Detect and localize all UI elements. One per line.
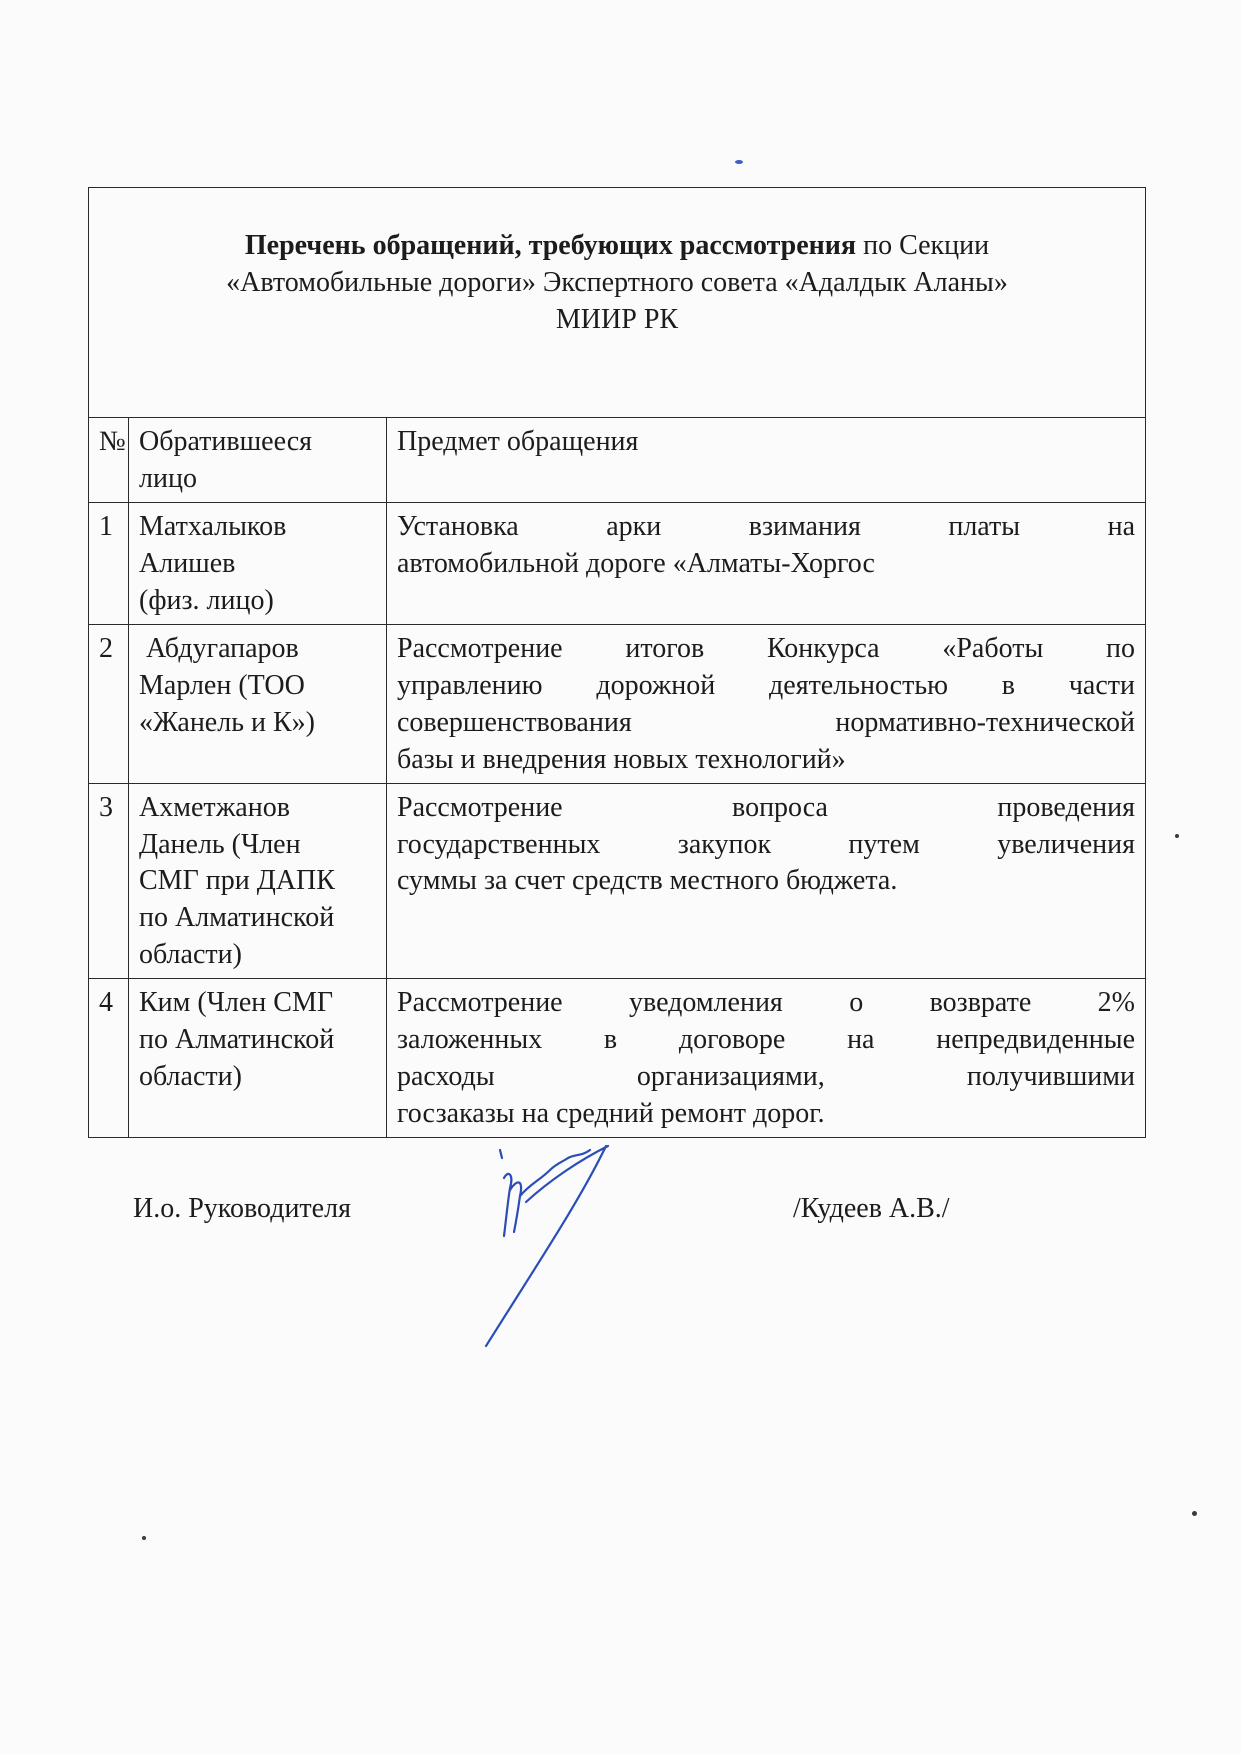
subject-line: заложенных в договоре на непредвиденные [397, 1024, 1135, 1056]
applicant-line: Ким (Член СМГ [139, 987, 334, 1019]
applicant-line: по Алматинской [139, 1024, 335, 1056]
subject-line: управлению дорожной деятельностью в части [397, 669, 1135, 701]
subject-line: расходы организациями, получившими [397, 1061, 1135, 1093]
applicant-line: Матхалыков [139, 510, 287, 542]
header-num: № [89, 418, 129, 503]
handwritten-signature [480, 1140, 700, 1360]
subject-line: госзаказы на средний ремонт дорог. [397, 1098, 825, 1130]
subject-line: базы и внедрения новых технологий» [397, 743, 846, 775]
ink-speck [735, 160, 743, 164]
signatory-name: /Кудеев А.В./ [793, 1193, 950, 1224]
table-body [89, 502, 1146, 1137]
applicant-line: Марлен (ТОО [139, 669, 305, 701]
signatory-position: И.о. Руководителя [133, 1193, 351, 1224]
header-subject: Предмет обращения [387, 418, 1146, 503]
appeals-table [88, 187, 1146, 1138]
title-row [89, 188, 1146, 418]
table-header-row [89, 418, 1146, 503]
row-number: 4 [89, 979, 129, 1138]
table-row [89, 979, 1146, 1138]
subject-line: суммы за счет средств местного бюджета. [397, 865, 898, 897]
subject-line: Рассмотрение вопроса проведения [397, 791, 1135, 823]
subject-cell [387, 783, 1146, 979]
table-row [89, 624, 1146, 783]
row-number: 2 [89, 624, 129, 783]
applicant-line: Алишев [139, 547, 236, 579]
scan-dust [1175, 834, 1179, 838]
subject-line: автомобильной дороге «Алматы-Хоргос [397, 547, 875, 579]
title-line-2: «Автомобильные дороги» Экспертного совета «Адалдык Аланы» [226, 266, 1008, 298]
applicant-cell [129, 783, 387, 979]
title-bold: Перечень обращений, требующих рассмотрения [244, 230, 857, 261]
subject-line: Установка арки взимания платы на [397, 510, 1135, 542]
applicant-cell [129, 502, 387, 624]
subject-cell [387, 502, 1146, 624]
scan-dust [1192, 1511, 1197, 1516]
subject-cell [387, 979, 1146, 1138]
applicant-line: Ахметжанов [139, 791, 290, 823]
applicant-line: области) [139, 1061, 242, 1093]
subject-line: государственных закупок путем увеличения [397, 828, 1135, 860]
applicant-line: «Жанель и К») [139, 706, 315, 738]
table-row [89, 783, 1146, 979]
applicant-line: СМГ при ДАПК [139, 865, 335, 897]
header-person-line-1: Обратившееся [139, 426, 313, 457]
title-rest: по Секции [856, 230, 990, 261]
scan-dust [142, 1536, 146, 1540]
subject-line: совершенствования нормативно-технической [397, 706, 1135, 738]
applicant-cell [129, 979, 387, 1138]
applicant-line: по Алматинской [139, 902, 335, 934]
applicant-line: (физ. лицо) [139, 584, 274, 616]
title-line-3: МИИР РК [555, 303, 679, 335]
row-number: 3 [89, 783, 129, 979]
header-person [129, 418, 387, 503]
subject-cell [387, 624, 1146, 783]
subject-line: Рассмотрение итогов Конкурса «Работы по [397, 632, 1135, 664]
applicant-line: Данель (Член [139, 828, 301, 860]
table-row [89, 502, 1146, 624]
subject-line: Рассмотрение уведомления о возврате 2% [397, 987, 1135, 1019]
applicant-cell [129, 624, 387, 783]
row-number: 1 [89, 502, 129, 624]
header-person-line-2: лицо [139, 462, 197, 494]
applicant-line: области) [139, 939, 242, 971]
applicant-line: Абдугапаров [139, 632, 299, 664]
document-title [89, 188, 1146, 418]
